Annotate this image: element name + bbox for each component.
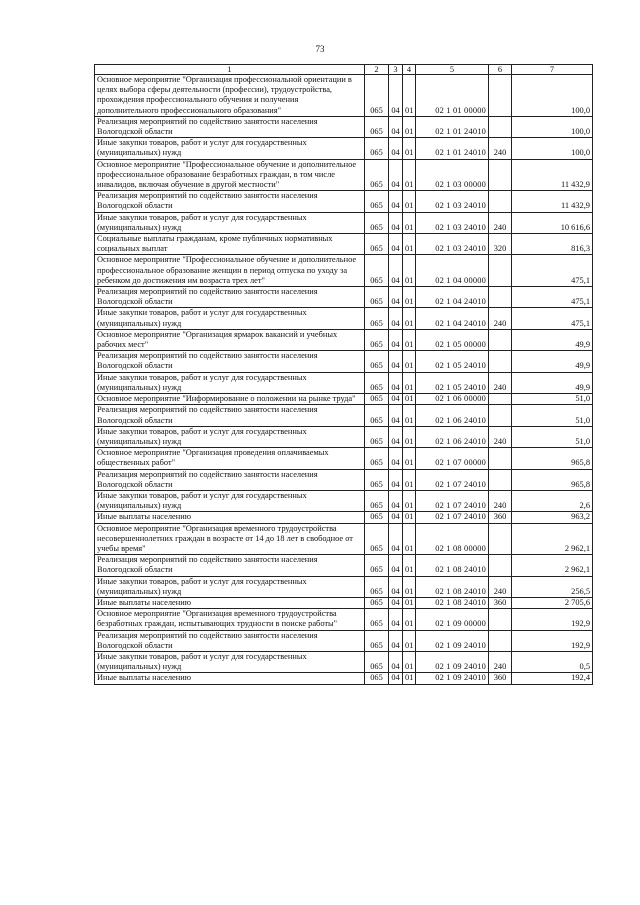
table-row <box>95 523 593 555</box>
row-amount: 100,0 <box>512 75 593 117</box>
row-csr: 02 1 09 24010 <box>416 673 489 684</box>
row-pr: 01 <box>403 75 416 117</box>
header-cell: 6 <box>489 65 512 75</box>
row-csr: 02 1 01 24010 <box>416 138 489 159</box>
row-ved: 065 <box>365 138 389 159</box>
table-row <box>95 609 593 630</box>
row-name: Иные закупки товаров, работ и услуг для государственных (муниципальных) нужд <box>95 308 365 329</box>
table-row <box>95 159 593 191</box>
row-rz: 04 <box>389 394 403 405</box>
row-name: Основное мероприятие "Организация проведения оплачиваемых общественных работ" <box>95 448 365 469</box>
table-row <box>95 116 593 137</box>
row-pr: 01 <box>403 372 416 393</box>
row-vr <box>489 287 512 308</box>
row-pr: 01 <box>403 490 416 511</box>
row-vr: 240 <box>489 490 512 511</box>
row-amount: 11 432,9 <box>512 191 593 212</box>
row-pr: 01 <box>403 469 416 490</box>
row-ved: 065 <box>365 372 389 393</box>
row-rz: 04 <box>389 490 403 511</box>
table-row <box>95 448 593 469</box>
row-csr: 02 1 09 24010 <box>416 630 489 651</box>
row-ved: 065 <box>365 673 389 684</box>
row-rz: 04 <box>389 308 403 329</box>
row-name: Иные закупки товаров, работ и услуг для государственных (муниципальных) нужд <box>95 576 365 597</box>
row-pr: 01 <box>403 405 416 426</box>
row-ved: 065 <box>365 448 389 469</box>
table-row <box>95 555 593 576</box>
row-ved: 065 <box>365 159 389 191</box>
row-name: Основное мероприятие "Профессиональное обучение и дополнительное профессиональное образование женщин в период отпуска по уходу за ребенком до достижения им возраста трех лет" <box>95 255 365 287</box>
row-name: Реализация мероприятий по содействию занятости населения Вологодской области <box>95 469 365 490</box>
row-name: Иные выплаты населению <box>95 673 365 684</box>
row-ved: 065 <box>365 597 389 608</box>
row-amount: 963,2 <box>512 512 593 523</box>
row-rz: 04 <box>389 576 403 597</box>
row-csr: 02 1 04 24010 <box>416 308 489 329</box>
row-pr: 01 <box>403 555 416 576</box>
header-cell: 7 <box>512 65 593 75</box>
row-amount: 2 962,1 <box>512 523 593 555</box>
row-csr: 02 1 05 24010 <box>416 372 489 393</box>
row-csr: 02 1 01 00000 <box>416 75 489 117</box>
row-pr: 01 <box>403 394 416 405</box>
row-csr: 02 1 09 00000 <box>416 609 489 630</box>
row-vr: 320 <box>489 234 512 255</box>
row-amount: 192,4 <box>512 673 593 684</box>
row-name: Иные закупки товаров, работ и услуг для государственных (муниципальных) нужд <box>95 426 365 447</box>
row-csr: 02 1 04 00000 <box>416 255 489 287</box>
row-vr <box>489 255 512 287</box>
row-pr: 01 <box>403 287 416 308</box>
row-ved: 065 <box>365 523 389 555</box>
row-rz: 04 <box>389 191 403 212</box>
row-ved: 065 <box>365 191 389 212</box>
row-rz: 04 <box>389 555 403 576</box>
row-name: Реализация мероприятий по содействию занятости населения Вологодской области <box>95 405 365 426</box>
row-amount: 100,0 <box>512 138 593 159</box>
header-cell: 1 <box>95 65 365 75</box>
row-pr: 01 <box>403 576 416 597</box>
row-rz: 04 <box>389 255 403 287</box>
row-csr: 02 1 07 24010 <box>416 469 489 490</box>
row-ved: 065 <box>365 651 389 672</box>
row-ved: 065 <box>365 576 389 597</box>
header-cell: 5 <box>416 65 489 75</box>
row-vr <box>489 394 512 405</box>
row-vr <box>489 555 512 576</box>
row-vr: 240 <box>489 576 512 597</box>
row-vr <box>489 329 512 350</box>
row-vr: 240 <box>489 426 512 447</box>
row-vr: 360 <box>489 597 512 608</box>
row-name: Иные выплаты населению <box>95 512 365 523</box>
table-body <box>95 75 593 685</box>
row-csr: 02 1 08 00000 <box>416 523 489 555</box>
row-pr: 01 <box>403 523 416 555</box>
table-row <box>95 234 593 255</box>
row-vr: 240 <box>489 372 512 393</box>
row-name: Иные закупки товаров, работ и услуг для государственных (муниципальных) нужд <box>95 651 365 672</box>
row-rz: 04 <box>389 673 403 684</box>
row-csr: 02 1 03 24010 <box>416 234 489 255</box>
table-row <box>95 630 593 651</box>
row-ved: 065 <box>365 212 389 233</box>
table-row <box>95 212 593 233</box>
row-ved: 065 <box>365 490 389 511</box>
row-csr: 02 1 07 24010 <box>416 490 489 511</box>
row-name: Основное мероприятие "Организация профессиональной ориентации в целях выбора сферы деятельности (профессии), трудоустройства, прохождения профессионального обучения и получения дополнительного профессионального образования" <box>95 75 365 117</box>
row-csr: 02 1 05 24010 <box>416 351 489 372</box>
row-pr: 01 <box>403 191 416 212</box>
table-row <box>95 329 593 350</box>
row-csr: 02 1 06 24010 <box>416 426 489 447</box>
row-amount: 192,9 <box>512 609 593 630</box>
row-rz: 04 <box>389 287 403 308</box>
row-pr: 01 <box>403 329 416 350</box>
row-amount: 49,9 <box>512 329 593 350</box>
row-ved: 065 <box>365 512 389 523</box>
page-number: 73 <box>315 44 325 54</box>
row-vr <box>489 75 512 117</box>
row-pr: 01 <box>403 630 416 651</box>
table-row <box>95 651 593 672</box>
row-ved: 065 <box>365 630 389 651</box>
row-vr: 240 <box>489 212 512 233</box>
row-amount: 816,3 <box>512 234 593 255</box>
row-vr <box>489 351 512 372</box>
table-header-row <box>95 65 593 75</box>
row-rz: 04 <box>389 329 403 350</box>
table-row <box>95 490 593 511</box>
table-row <box>95 308 593 329</box>
row-pr: 01 <box>403 116 416 137</box>
row-rz: 04 <box>389 448 403 469</box>
row-amount: 2 962,1 <box>512 555 593 576</box>
row-ved: 065 <box>365 308 389 329</box>
row-pr: 01 <box>403 512 416 523</box>
row-ved: 065 <box>365 426 389 447</box>
row-amount: 100,0 <box>512 116 593 137</box>
row-rz: 04 <box>389 372 403 393</box>
row-csr: 02 1 03 24010 <box>416 212 489 233</box>
row-ved: 065 <box>365 405 389 426</box>
row-amount: 192,9 <box>512 630 593 651</box>
row-csr: 02 1 08 24010 <box>416 555 489 576</box>
row-amount: 51,0 <box>512 394 593 405</box>
row-csr: 02 1 06 24010 <box>416 405 489 426</box>
row-ved: 065 <box>365 351 389 372</box>
row-name: Реализация мероприятий по содействию занятости населения Вологодской области <box>95 191 365 212</box>
row-vr: 240 <box>489 651 512 672</box>
table-row <box>95 394 593 405</box>
table-row <box>95 372 593 393</box>
row-ved: 065 <box>365 234 389 255</box>
row-rz: 04 <box>389 426 403 447</box>
row-vr <box>489 469 512 490</box>
row-amount: 51,0 <box>512 405 593 426</box>
row-vr <box>489 116 512 137</box>
row-rz: 04 <box>389 630 403 651</box>
row-vr: 360 <box>489 512 512 523</box>
row-pr: 01 <box>403 651 416 672</box>
row-name: Реализация мероприятий по содействию занятости населения Вологодской области <box>95 351 365 372</box>
row-pr: 01 <box>403 234 416 255</box>
row-rz: 04 <box>389 405 403 426</box>
row-amount: 475,1 <box>512 287 593 308</box>
row-vr <box>489 405 512 426</box>
row-ved: 065 <box>365 609 389 630</box>
row-rz: 04 <box>389 523 403 555</box>
row-pr: 01 <box>403 448 416 469</box>
row-csr: 02 1 07 00000 <box>416 448 489 469</box>
row-csr: 02 1 05 00000 <box>416 329 489 350</box>
row-vr <box>489 523 512 555</box>
row-ved: 065 <box>365 394 389 405</box>
row-csr: 02 1 08 24010 <box>416 576 489 597</box>
row-name: Основное мероприятие "Организация временного трудоустройства несовершеннолетних граждан в возрасте от 14 до 18 лет в свободное от учебы время" <box>95 523 365 555</box>
row-amount: 2 705,6 <box>512 597 593 608</box>
row-pr: 01 <box>403 138 416 159</box>
row-amount: 51,0 <box>512 426 593 447</box>
row-name: Реализация мероприятий по содействию занятости населения Вологодской области <box>95 555 365 576</box>
row-ved: 065 <box>365 287 389 308</box>
row-csr: 02 1 04 24010 <box>416 287 489 308</box>
row-vr: 360 <box>489 673 512 684</box>
row-pr: 01 <box>403 609 416 630</box>
table-row <box>95 351 593 372</box>
row-pr: 01 <box>403 159 416 191</box>
row-pr: 01 <box>403 426 416 447</box>
row-rz: 04 <box>389 351 403 372</box>
row-ved: 065 <box>365 116 389 137</box>
row-rz: 04 <box>389 75 403 117</box>
row-csr: 02 1 06 00000 <box>416 394 489 405</box>
row-ved: 065 <box>365 255 389 287</box>
row-pr: 01 <box>403 673 416 684</box>
row-name: Основное мероприятие "Организация временного трудоустройства безработных граждан, испытывающих трудности в поиске работы" <box>95 609 365 630</box>
table-row <box>95 469 593 490</box>
row-ved: 065 <box>365 555 389 576</box>
row-ved: 065 <box>365 329 389 350</box>
row-name: Основное мероприятие "Профессиональное обучение и дополнительное профессиональное образование безработных граждан, в том числе инвалидов, включая обучение в другой местности" <box>95 159 365 191</box>
row-vr <box>489 159 512 191</box>
row-csr: 02 1 03 00000 <box>416 159 489 191</box>
table-row <box>95 255 593 287</box>
row-amount: 11 432,9 <box>512 159 593 191</box>
row-rz: 04 <box>389 651 403 672</box>
row-rz: 04 <box>389 597 403 608</box>
row-name: Реализация мероприятий по содействию занятости населения Вологодской области <box>95 287 365 308</box>
row-rz: 04 <box>389 159 403 191</box>
header-cell: 4 <box>403 65 416 75</box>
row-rz: 04 <box>389 512 403 523</box>
table-row <box>95 138 593 159</box>
row-name: Основное мероприятие "Организация ярмарок вакансий и учебных рабочих мест" <box>95 329 365 350</box>
row-amount: 10 616,6 <box>512 212 593 233</box>
row-csr: 02 1 01 24010 <box>416 116 489 137</box>
row-name: Иные закупки товаров, работ и услуг для государственных (муниципальных) нужд <box>95 372 365 393</box>
row-name: Иные закупки товаров, работ и услуг для государственных (муниципальных) нужд <box>95 490 365 511</box>
table-row <box>95 512 593 523</box>
row-rz: 04 <box>389 116 403 137</box>
row-vr <box>489 630 512 651</box>
row-pr: 01 <box>403 597 416 608</box>
row-pr: 01 <box>403 351 416 372</box>
row-name: Реализация мероприятий по содействию занятости населения Вологодской области <box>95 630 365 651</box>
row-rz: 04 <box>389 609 403 630</box>
table-row <box>95 673 593 684</box>
row-amount: 2,6 <box>512 490 593 511</box>
row-vr <box>489 609 512 630</box>
row-amount: 965,8 <box>512 469 593 490</box>
table-row <box>95 75 593 117</box>
row-rz: 04 <box>389 212 403 233</box>
table-row <box>95 426 593 447</box>
row-vr <box>489 191 512 212</box>
row-amount: 965,8 <box>512 448 593 469</box>
row-name: Социальные выплаты гражданам, кроме публичных нормативных социальных выплат <box>95 234 365 255</box>
row-name: Основное мероприятие "Информирование о положении на рынке труда" <box>95 394 365 405</box>
row-amount: 0,5 <box>512 651 593 672</box>
row-csr: 02 1 07 24010 <box>416 512 489 523</box>
table-row <box>95 287 593 308</box>
row-csr: 02 1 09 24010 <box>416 651 489 672</box>
budget-table <box>94 64 593 685</box>
row-vr: 240 <box>489 138 512 159</box>
header-cell: 2 <box>365 65 389 75</box>
row-amount: 256,5 <box>512 576 593 597</box>
row-vr <box>489 448 512 469</box>
row-pr: 01 <box>403 255 416 287</box>
header-cell: 3 <box>389 65 403 75</box>
table-row <box>95 405 593 426</box>
row-pr: 01 <box>403 308 416 329</box>
table-row <box>95 191 593 212</box>
row-amount: 475,1 <box>512 255 593 287</box>
row-name: Иные закупки товаров, работ и услуг для государственных (муниципальных) нужд <box>95 212 365 233</box>
row-vr: 240 <box>489 308 512 329</box>
row-rz: 04 <box>389 234 403 255</box>
row-csr: 02 1 03 24010 <box>416 191 489 212</box>
row-rz: 04 <box>389 138 403 159</box>
row-name: Реализация мероприятий по содействию занятости населения Вологодской области <box>95 116 365 137</box>
row-ved: 065 <box>365 469 389 490</box>
row-amount: 475,1 <box>512 308 593 329</box>
table-row <box>95 576 593 597</box>
row-name: Иные выплаты населению <box>95 597 365 608</box>
row-csr: 02 1 08 24010 <box>416 597 489 608</box>
table-row <box>95 597 593 608</box>
row-rz: 04 <box>389 469 403 490</box>
row-name: Иные закупки товаров, работ и услуг для государственных (муниципальных) нужд <box>95 138 365 159</box>
row-ved: 065 <box>365 75 389 117</box>
row-pr: 01 <box>403 212 416 233</box>
row-amount: 49,9 <box>512 372 593 393</box>
row-amount: 49,9 <box>512 351 593 372</box>
